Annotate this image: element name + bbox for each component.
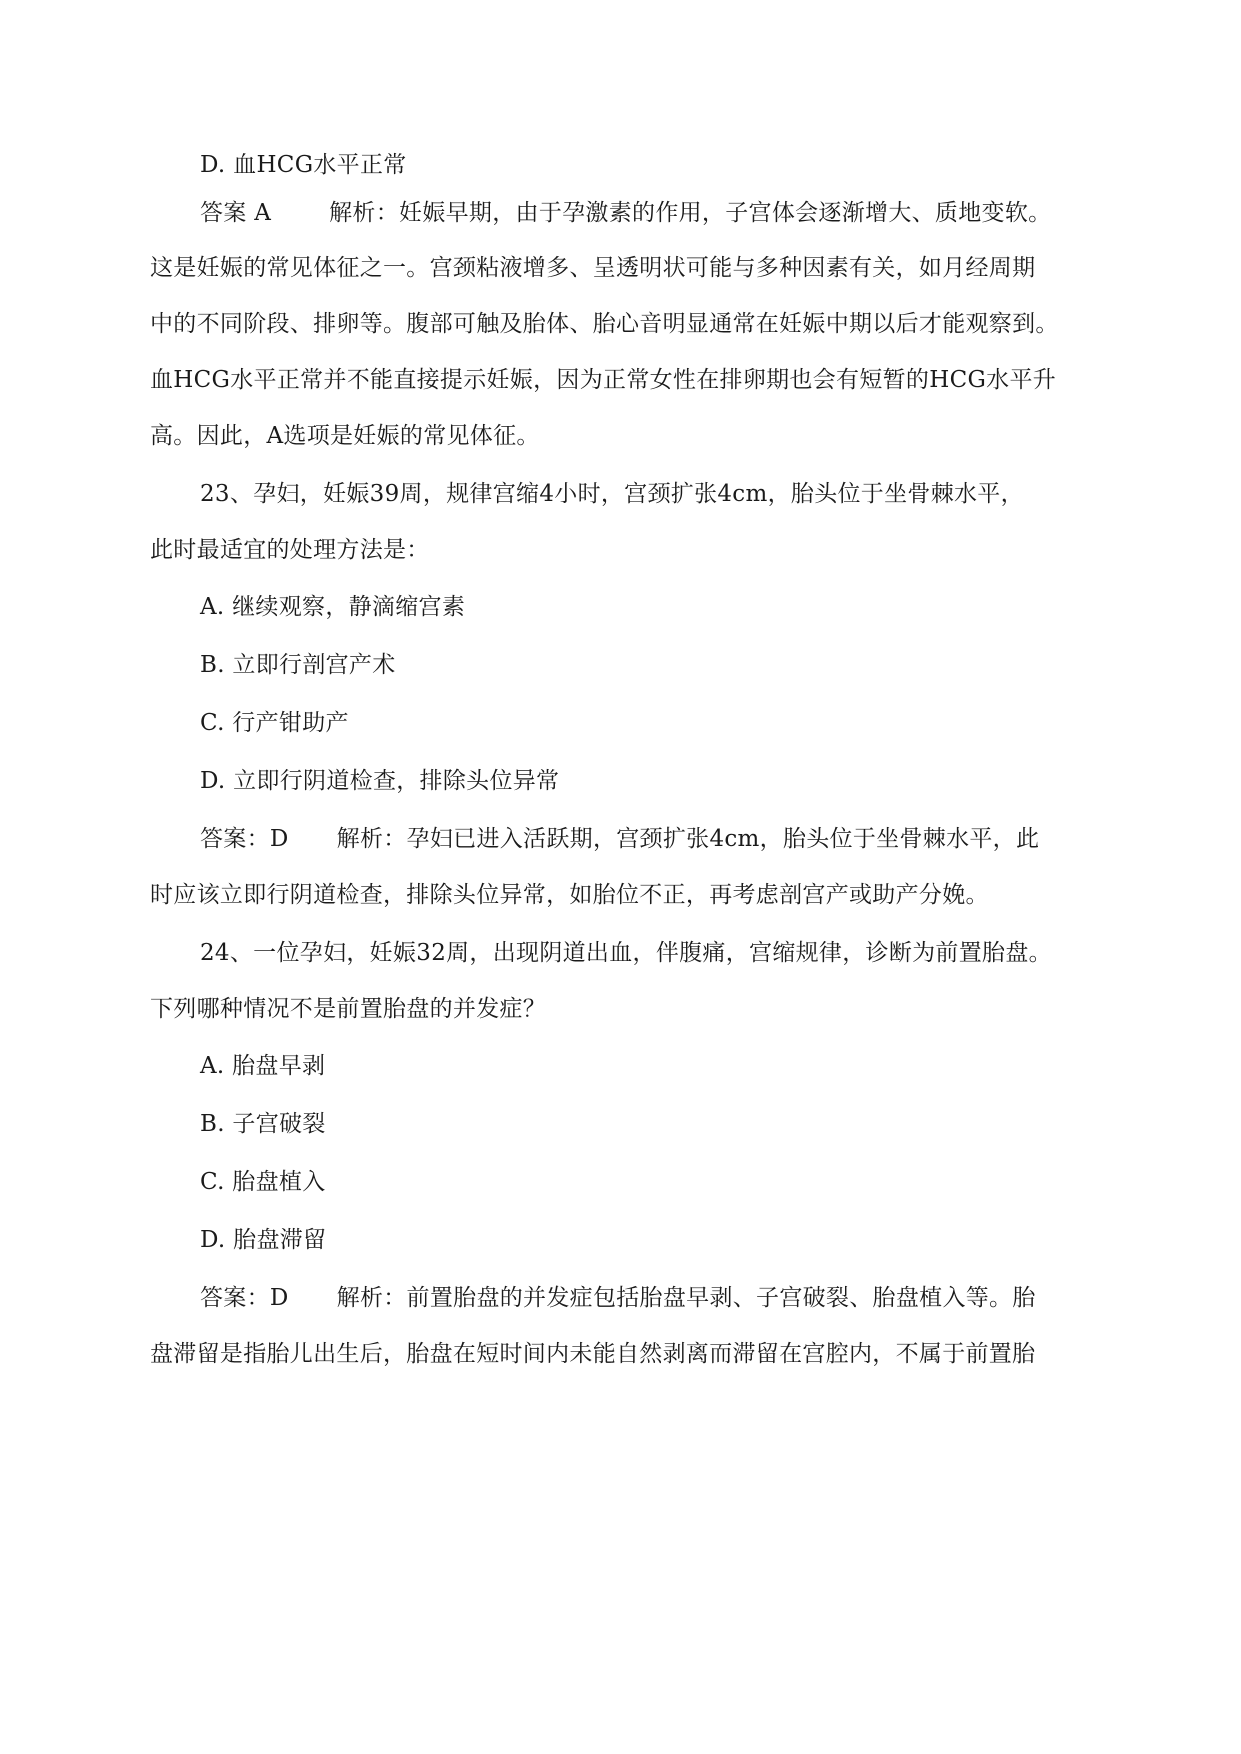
answer-label: 答案：D [200,826,289,852]
answer-label: 答案：D [200,1285,289,1311]
explanation-text: 解析：孕妇已进入活跃期，宫颈扩张4cm，胎头位于坐骨棘水平，此 [336,826,1040,852]
explanation-line: 时应该立即行阴道检查，排除头位异常，如胎位不正，再考虑剖宫产或助产分娩。 [150,882,989,908]
explanation-line: 中的不同阶段、排卵等。腹部可触及胎体、胎心音明显通常在妊娠中期以后才能观察到。 [150,311,1059,337]
question-24-cont: 下列哪种情况不是前置胎盘的并发症？ [150,996,547,1022]
option-d-q22: D. 血HCG水平正常 [200,152,407,178]
answer-q22 [200,198,1051,228]
explanation-line: 高。因此，A选项是妊娠的常见体征。 [150,423,540,449]
explanation-text: 解析：前置胎盘的并发症包括胎盘早剥、子宫破裂、胎盘植入等。胎 [336,1285,1036,1311]
option-c-q23: C. 行产钳助产 [200,710,349,736]
explanation-line: 血HCG水平正常并不能直接提示妊娠，因为正常女性在排卵期也会有短暂的HCG水平升 [150,367,1057,393]
answer-q24 [200,1283,1036,1313]
option-b-q23: B. 立即行剖宫产术 [200,652,396,678]
option-b-q24: B. 子宫破裂 [200,1111,326,1137]
option-c-q24: C. 胎盘植入 [200,1169,326,1195]
option-d-q23: D. 立即行阴道检查，排除头位异常 [200,768,560,794]
answer-label: 答案 A [200,200,272,226]
explanation-text: 解析：妊娠早期，由于孕激素的作用，子宫体会逐渐增大、质地变软。 [329,200,1052,226]
answer-q23 [200,824,1039,854]
question-23-cont: 此时最适宜的处理方法是： [150,537,430,563]
question-23: 23、孕妇，妊娠39周，规律宫缩4小时，宫颈扩张4cm，胎头位于坐骨棘水平， [200,481,1024,507]
option-a-q23: A. 继续观察，静滴缩宫素 [200,594,466,620]
question-24: 24、一位孕妇，妊娠32周，出现阴道出血，伴腹痛，宫缩规律，诊断为前置胎盘。 [200,940,1052,966]
explanation-line: 盘滞留是指胎儿出生后，胎盘在短时间内未能自然剥离而滞留在宫腔内，不属于前置胎 [150,1341,1036,1367]
option-a-q24: A. 胎盘早剥 [200,1053,326,1079]
explanation-line: 这是妊娠的常见体征之一。宫颈粘液增多、呈透明状可能与多种因素有关，如月经周期 [150,255,1036,281]
option-d-q24: D. 胎盘滞留 [200,1227,327,1253]
